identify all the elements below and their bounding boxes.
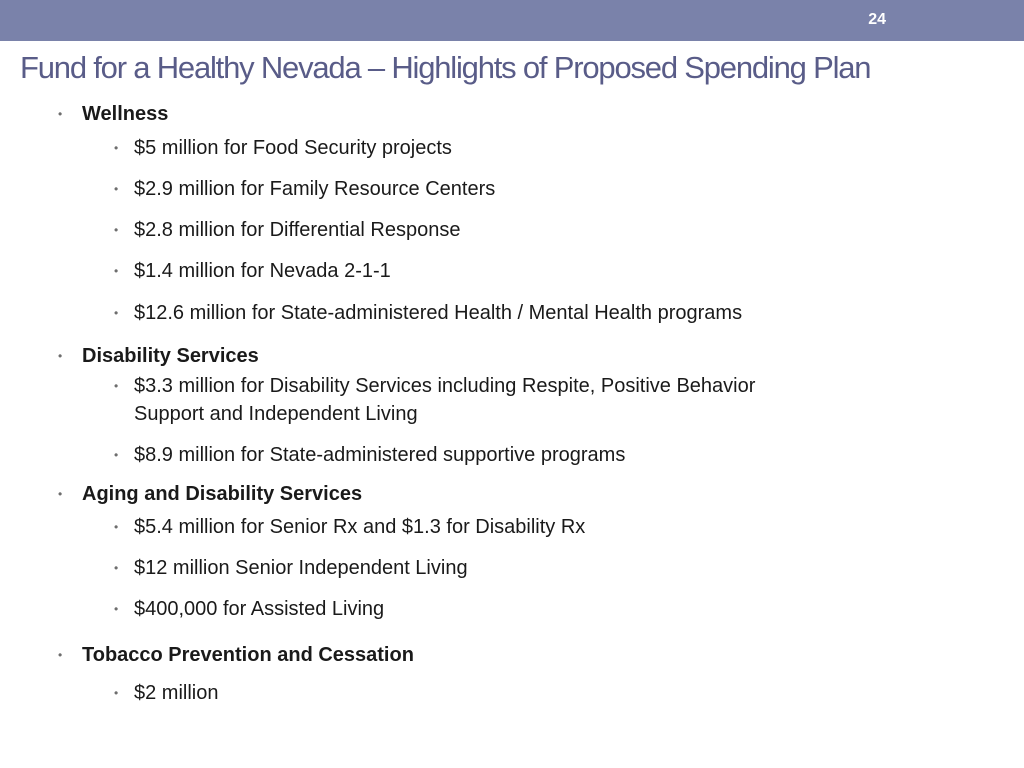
list-item-line: Support and Independent Living bbox=[134, 403, 418, 425]
bullet-icon: • bbox=[114, 561, 119, 575]
list-item: $8.9 million for State-administered supportive programs bbox=[134, 444, 626, 466]
list-item: $12 million Senior Independent Living bbox=[134, 557, 468, 579]
bullet-icon: • bbox=[114, 602, 119, 616]
bullet-icon: • bbox=[58, 107, 63, 121]
list-item: $400,000 for Assisted Living bbox=[134, 598, 385, 620]
bullet-icon: • bbox=[114, 686, 119, 700]
list-item: $2.9 million for Family Resource Centers bbox=[134, 178, 496, 200]
list-item: $5 million for Food Security projects bbox=[134, 137, 452, 159]
list-item: $1.4 million for Nevada 2-1-1 bbox=[134, 260, 391, 282]
bullet-icon: • bbox=[114, 448, 119, 462]
bullet-icon: • bbox=[114, 520, 119, 534]
list-item-line: $3.3 million for Disability Services including Respite, Positive Behavior bbox=[134, 375, 756, 397]
bullet-icon: • bbox=[58, 487, 63, 501]
slide-number: 24 bbox=[868, 11, 886, 28]
section-heading-tobacco-prevention: Tobacco Prevention and Cessation bbox=[82, 644, 414, 666]
bullet-icon: • bbox=[114, 379, 119, 393]
list-item bbox=[134, 372, 755, 428]
section-heading-disability-services: Disability Services bbox=[82, 345, 259, 367]
bullet-icon: • bbox=[114, 141, 119, 155]
bullet-icon: • bbox=[114, 182, 119, 196]
list-item: $2.8 million for Differential Response bbox=[134, 219, 461, 241]
section-heading-aging-disability-services: Aging and Disability Services bbox=[82, 483, 363, 505]
list-item: $2 million bbox=[134, 682, 219, 704]
header-bar bbox=[0, 0, 1024, 41]
bullet-icon: • bbox=[114, 264, 119, 278]
bullet-icon: • bbox=[58, 648, 63, 662]
section-heading-wellness: Wellness bbox=[82, 103, 169, 125]
bullet-icon: • bbox=[114, 223, 119, 237]
slide-title: Fund for a Healthy Nevada – Highlights of Proposed Spending Plan bbox=[20, 50, 871, 85]
bullet-icon: • bbox=[58, 349, 63, 363]
list-item: $12.6 million for State-administered Health / Mental Health programs bbox=[134, 302, 743, 324]
bullet-icon: • bbox=[114, 306, 119, 320]
list-item: $5.4 million for Senior Rx and $1.3 for Disability Rx bbox=[134, 516, 586, 538]
